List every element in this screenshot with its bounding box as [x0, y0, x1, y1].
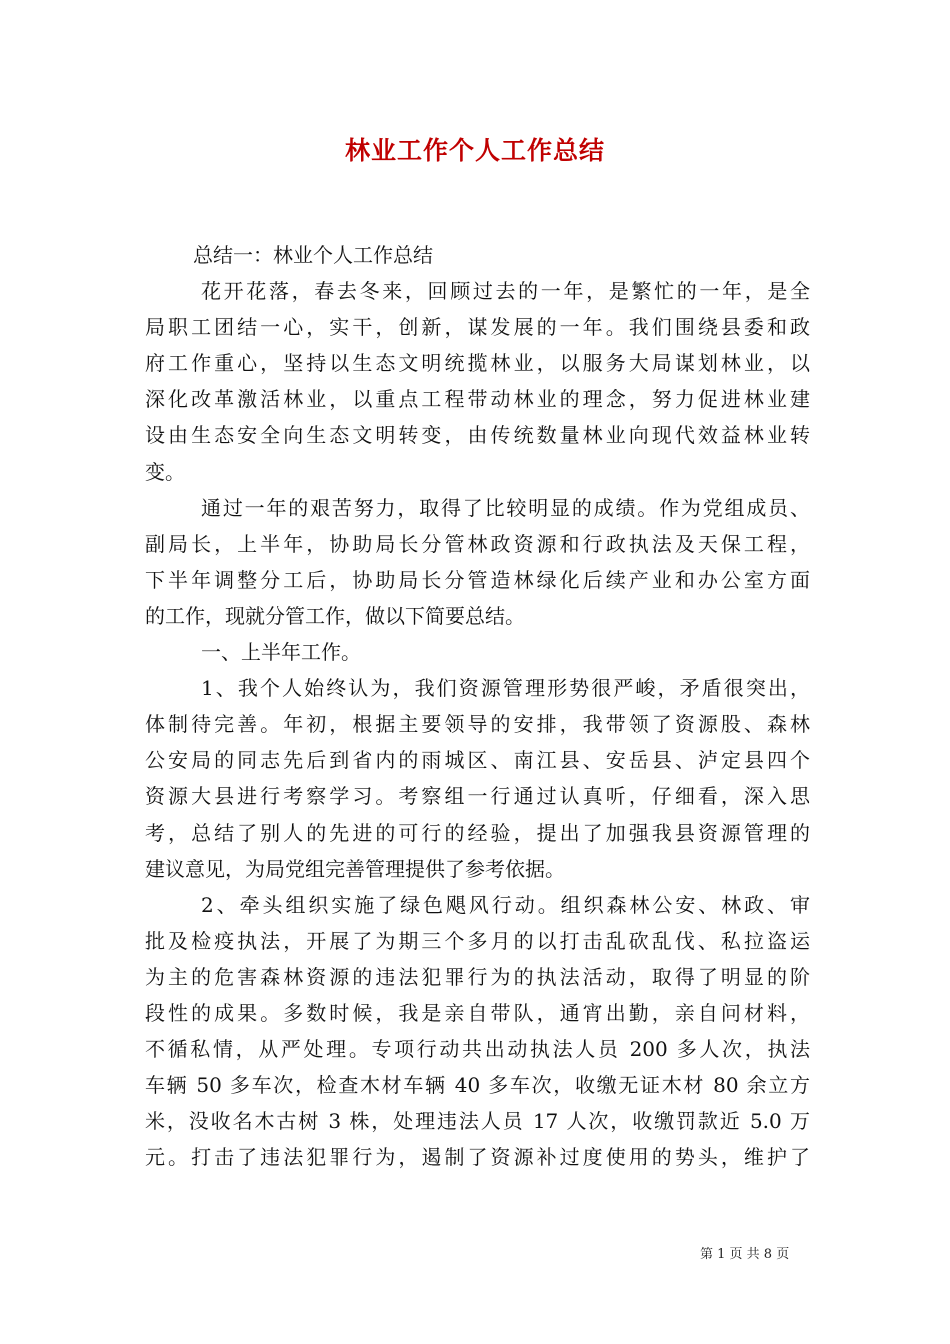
text-line: 建议意见，为局党组完善管理提供了参考依据。 — [145, 856, 565, 881]
text-line: 批及检疫执法，开展了为期三个多月的以打击乱砍乱伐、私拉盗运 — [145, 928, 810, 953]
text-line: 的工作，现就分管工作，做以下简要总结。 — [145, 603, 525, 628]
text-line: 体制待完善。年初，根据主要领导的安排，我带领了资源股、森林 — [145, 712, 810, 737]
text-line: 府工作重心，坚持以生态文明统揽林业，以服务大局谋划林业，以 — [145, 351, 810, 376]
text-line: 花开花落，春去冬来，回顾过去的一年，是繁忙的一年，是全 — [201, 279, 810, 304]
text-line: 米，没收名木古树 3 株，处理违法人员 17 人次，收缴罚款近 5.0 万 — [145, 1109, 810, 1134]
text-line: 不循私情，从严处理。专项行动共出动执法人员 200 多人次，执法 — [145, 1037, 810, 1062]
text-line: 车辆 50 多车次，检查木材车辆 40 多车次，收缴无证木材 80 余立方 — [145, 1073, 810, 1098]
text-line: 深化改革激活林业，以重点工程带动林业的理念，努力促进林业建 — [145, 387, 810, 412]
text-line: 公安局的同志先后到省内的雨城区、南江县、安岳县、泸定县四个 — [145, 748, 810, 773]
text-line: 1、我个人始终认为，我们资源管理形势很严峻，矛盾很突出， — [201, 676, 810, 701]
text-line: 变。 — [145, 459, 185, 484]
text-line: 一、上半年工作。 — [201, 640, 361, 665]
text-line: 元。打击了违法犯罪行为，遏制了资源补过度使用的势头，维护了 — [145, 1145, 810, 1170]
text-line: 设由生态安全向生态文明转变，由传统数量林业向现代效益林业转 — [145, 423, 810, 448]
text-line: 总结一：林业个人工作总结 — [193, 243, 433, 267]
text-line: 下半年调整分工后，协助局长分管造林绿化后续产业和办公室方面 — [145, 567, 810, 592]
page-footer: 第 1 页 共 8 页 — [700, 1247, 790, 1262]
text-line: 为主的危害森林资源的违法犯罪行为的执法活动，取得了明显的阶 — [145, 964, 810, 989]
text-line: 通过一年的艰苦努力，取得了比较明显的成绩。作为党组成员、 — [201, 495, 810, 520]
text-line: 局职工团结一心，实干，创新，谋发展的一年。我们围绕县委和政 — [145, 315, 810, 340]
document-body — [145, 237, 810, 1175]
text-line: 副局长，上半年，协助局长分管林政资源和行政执法及天保工程， — [145, 531, 810, 556]
text-line: 资源大县进行考察学习。考察组一行通过认真听，仔细看，深入思 — [145, 784, 810, 809]
page-title: 林业工作个人工作总结 — [344, 136, 605, 165]
text-line: 考，总结了别人的先进的可行的经验，提出了加强我县资源管理的 — [145, 820, 810, 845]
text-line: 段性的成果。多数时候，我是亲自带队，通宵出勤，亲自问材料， — [145, 1000, 810, 1025]
text-line: 2、牵头组织实施了绿色飓风行动。组织森林公安、林政、审 — [201, 892, 810, 917]
